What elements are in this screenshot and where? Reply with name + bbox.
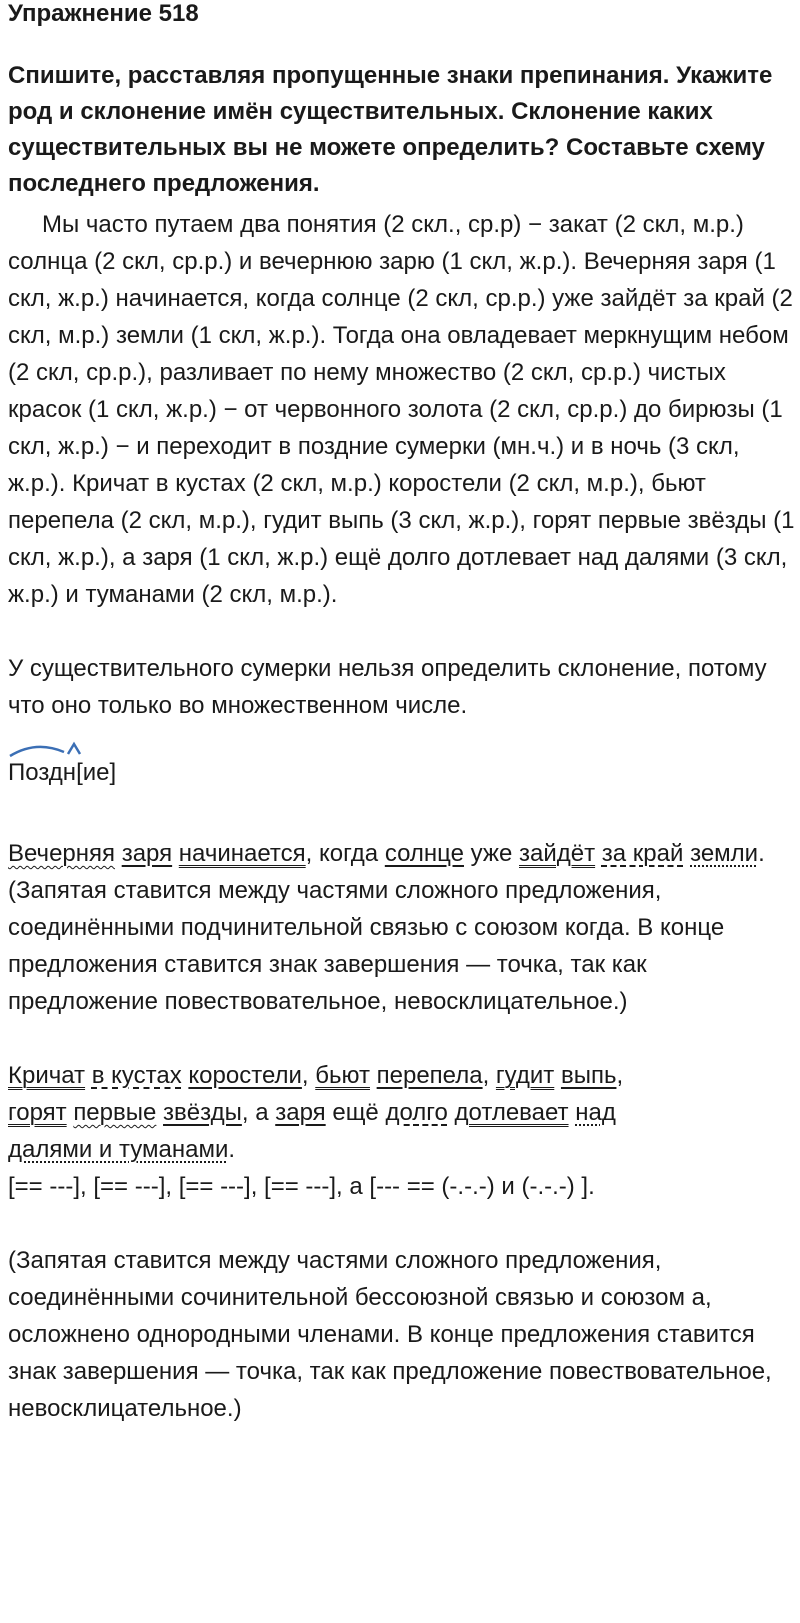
spacer — [8, 613, 798, 650]
s1-object: земли — [690, 840, 759, 867]
morph-ending: [ие] — [76, 759, 117, 786]
explanation-1: (Запятая ставится между частями сложного предложения, соединёнными подчинительной связью с союзом когда. В конце предложения ставится знак завершения — точка, так как предложение повествовательное, невосклицательное.) — [8, 877, 725, 1015]
document-page — [8, 0, 798, 1427]
spacer — [8, 1205, 798, 1242]
parsed-sentence-1 — [8, 835, 798, 872]
s2-adverbial-2: долго — [385, 1099, 448, 1126]
s2-adverbial: в кустах — [91, 1062, 182, 1089]
explanation-2: (Запятая ставится между частями сложного предложения, соединёнными сочинительной бессоюзной связью и союзом а, осложнено однородными членами. В конце предложения ставится знак завершения — точка, так как предложение повествовательное, невосклицательное.) — [8, 1247, 772, 1422]
s2-predicate-3: гудит — [495, 1062, 555, 1089]
s2-preposition: над — [575, 1099, 616, 1126]
s1-subject-2: солнце — [384, 840, 464, 867]
s1-text — [595, 840, 602, 867]
s2-subject-5: заря — [275, 1099, 326, 1126]
task-text: Спишите, расставляя пропущенные знаки препинания. Укажите род и склонение имён существительных. Склонение каких существительных вы не можете определить? Составьте схему последнего предложения. — [8, 62, 773, 197]
spacer — [8, 1020, 798, 1057]
parsed-sentence-2 — [8, 1057, 798, 1168]
s1-text: уже — [463, 840, 519, 867]
s1-text: , когда — [305, 840, 385, 867]
s2-predicate-2: бьют — [315, 1062, 370, 1089]
s2-text — [85, 1062, 92, 1089]
s1-attribute: Вечерняя — [8, 840, 116, 867]
s2-text: , — [482, 1062, 496, 1089]
s2-text: , — [301, 1062, 316, 1089]
s2-text: ещё — [325, 1099, 386, 1126]
s2-attribute: первые — [73, 1099, 157, 1126]
sentence-scheme: [== ---], [== ---], [== ---], [== ---], а [--- == (-.-.-) и (-.-.-) ]. — [8, 1173, 595, 1200]
s2-predicate-4: горят — [8, 1099, 67, 1126]
s1-text: . — [758, 840, 765, 867]
s1-predicate-2: зайдёт — [519, 840, 596, 867]
s1-predicate: начинается — [178, 840, 306, 867]
morpheme-analysis — [8, 724, 798, 798]
exercise-title: Упражнение 518 — [8, 0, 199, 27]
s2-text — [448, 1099, 455, 1126]
s2-subject-2: перепела — [376, 1062, 483, 1089]
main-text: Мы часто путаем два понятия (2 скл., ср.р) − закат (2 скл, м.р.) солнца (2 скл, ср.р.) и вечернюю зарю (1 скл, ж.р.). Вечерняя заря (1 скл, ж.р.) начинается, когда солнце (2 скл, ср.р.) уже зайдёт за край (2 скл, м.р.) земли (1 скл, ж.р.). Тогда она овладевает меркнущим небом (2 скл, ср.р.), разливает по нему множество (2 скл, ср.р.) чистых красок (1 скл, ж.р.) − от червонного золота (2 скл, ср.р.) до бирюзы (1 скл, ж.р.) − и переходит в поздние сумерки (мн.ч.) и в ночь (3 скл, ж.р.). Кричат в кустах (2 скл, м.р.) коростели (2 скл, м.р.), бьют перепела (2 скл, м.р.), гудит выпь (3 скл, ж.р.), горят первые звёзды (1 скл, ж.р.), а заря (1 скл, ж.р.) ещё долго дотлевает над далями (3 скл, ж.р.) и туманами (2 скл, м.р.). — [8, 211, 795, 608]
s2-text: . — [228, 1136, 236, 1163]
note-declension: У существительного сумерки нельзя определить склонение, потому что оно только во множественном числе. — [8, 655, 767, 719]
morph-stem: Поздн — [8, 759, 77, 786]
spacer — [8, 798, 798, 835]
s2-text — [554, 1062, 561, 1089]
s2-subject-4: звёзды — [163, 1099, 242, 1126]
s2-subject: коростели — [188, 1062, 302, 1089]
s2-subject-3: выпь — [560, 1062, 617, 1089]
s2-predicate-5: дотлевает — [454, 1099, 569, 1126]
s1-subject: заря — [121, 840, 173, 867]
s2-text — [370, 1062, 377, 1089]
morph-word — [8, 754, 116, 791]
s2-predicate: Кричат — [8, 1062, 86, 1089]
s2-text: , — [616, 1062, 624, 1089]
s1-adverbial: за край — [601, 840, 684, 867]
s2-object: далями и туманами — [8, 1136, 229, 1163]
s2-text: , а — [241, 1099, 276, 1126]
